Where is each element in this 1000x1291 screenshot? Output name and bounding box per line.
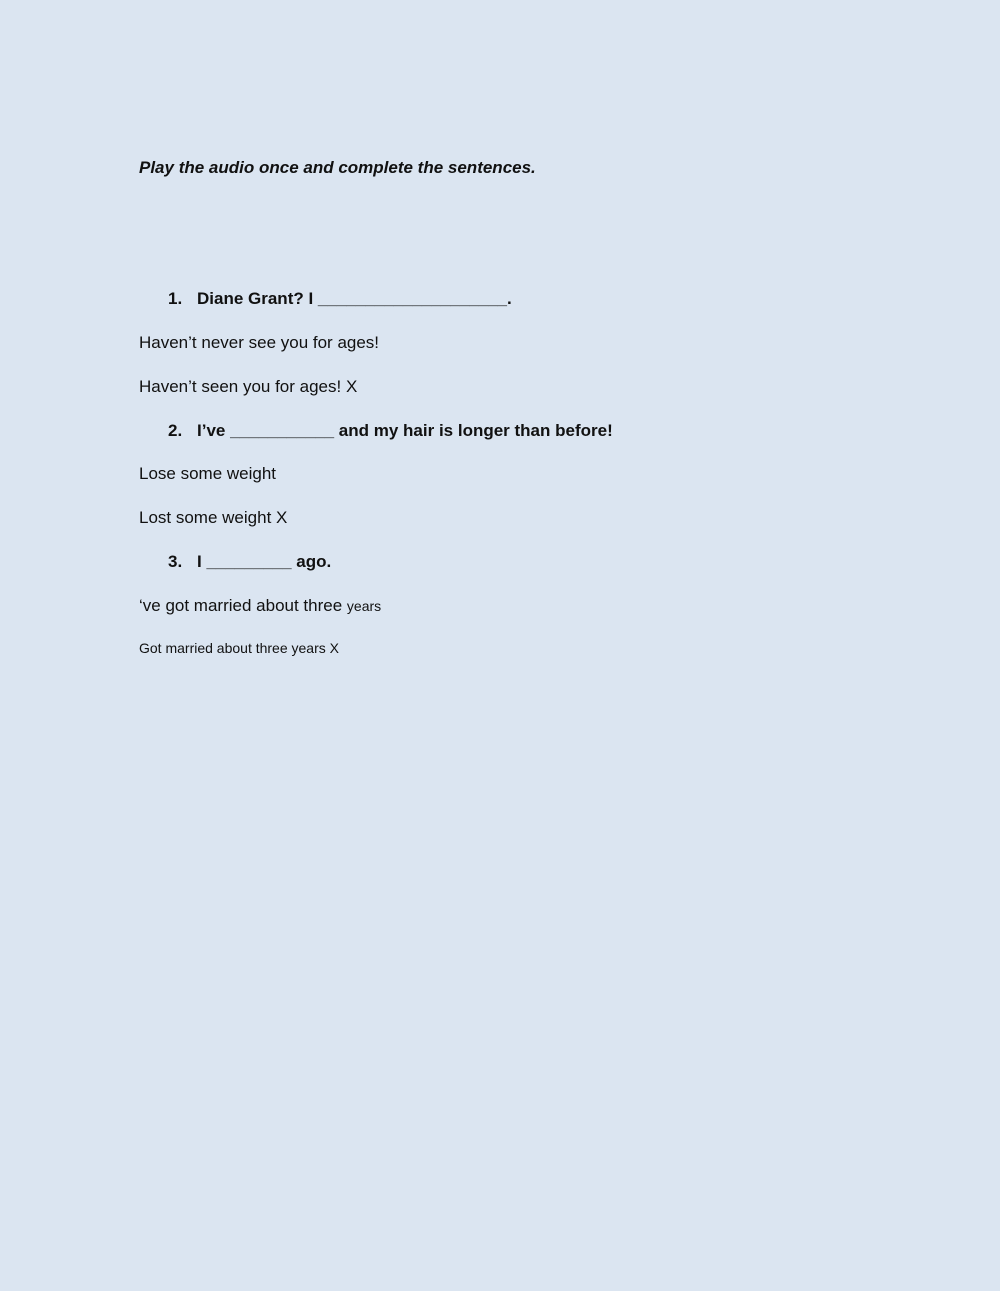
- option-3a-main: ‘ve got married about three: [139, 596, 343, 615]
- option-2b: Lost some weight X: [139, 508, 288, 527]
- option-3b: Got married about three years X: [139, 640, 339, 656]
- question-2: [168, 421, 613, 441]
- option-1a: Haven’t never see you for ages!: [139, 333, 380, 352]
- question-number: 2.: [168, 421, 183, 440]
- instruction-text: Play the audio once and complete the sentences.: [139, 158, 536, 177]
- question-text: I _________ ago.: [197, 552, 332, 571]
- question-1: [168, 289, 512, 309]
- option-3a-tail: years: [346, 598, 382, 614]
- option-2a: Lose some weight: [139, 464, 277, 483]
- question-text: Diane Grant? I ____________________.: [197, 289, 512, 308]
- question-3: [168, 552, 331, 572]
- question-number: 3.: [168, 552, 183, 571]
- option-3a: [139, 596, 381, 616]
- option-1b: Haven’t seen you for ages! X: [139, 377, 358, 396]
- question-number: 1.: [168, 289, 183, 308]
- question-text: I’ve ___________ and my hair is longer than before!: [197, 421, 613, 440]
